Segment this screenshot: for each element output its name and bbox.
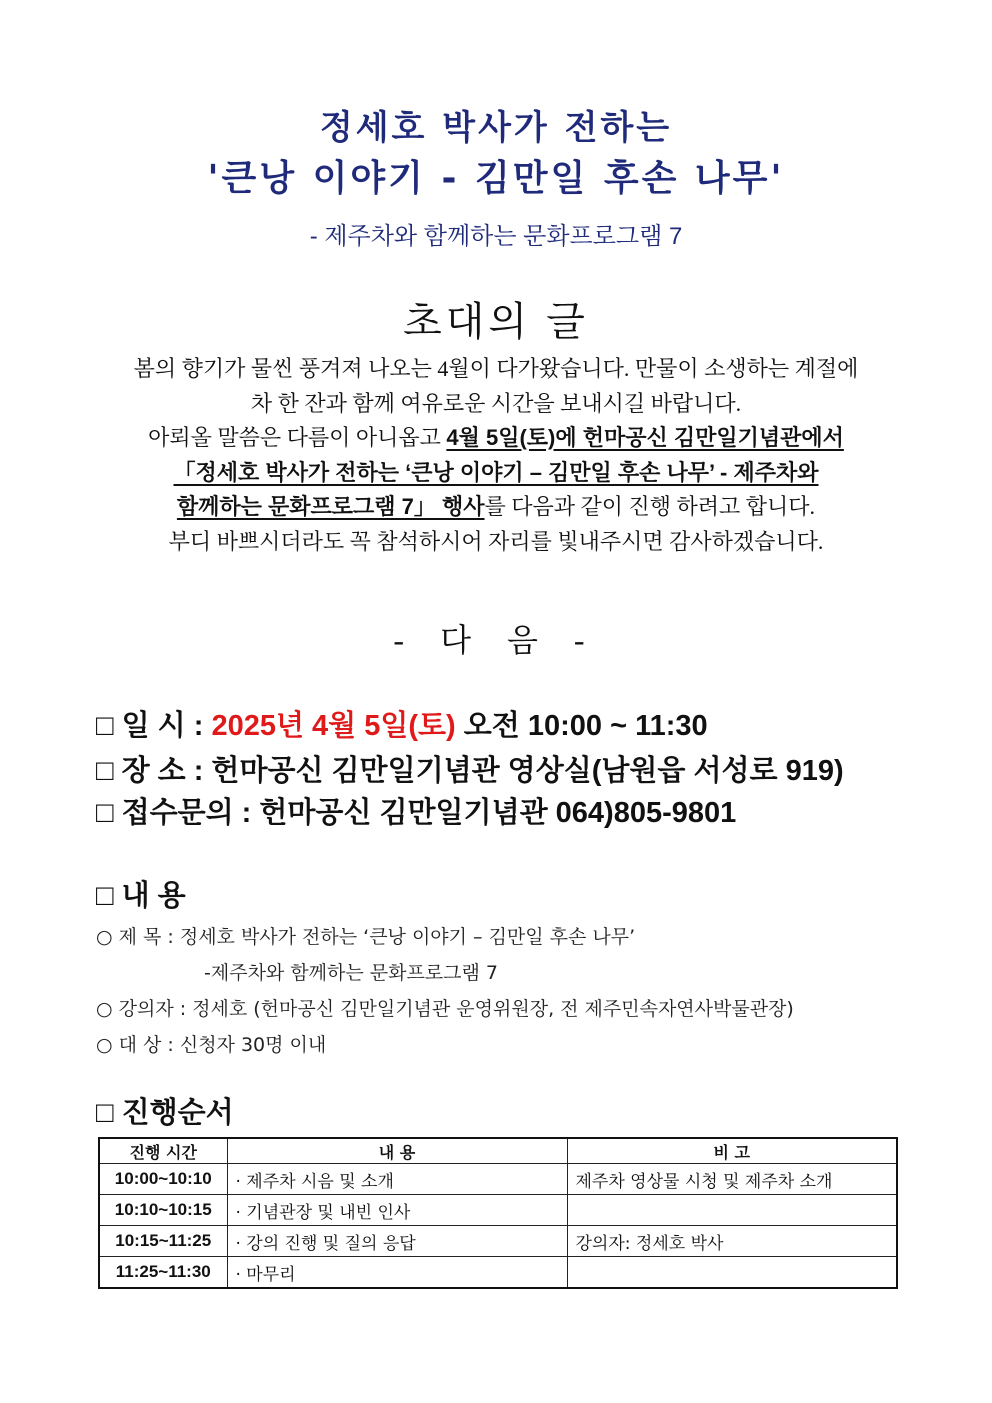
- table-row: [99, 1226, 897, 1257]
- date-value: 2025년 4월 5일(토): [211, 710, 456, 742]
- table-row: [99, 1195, 897, 1226]
- letter-line-3: [80, 421, 912, 456]
- info-date: [96, 703, 708, 744]
- date-label: □ 일 시 :: [96, 710, 212, 742]
- row-note: [567, 1195, 897, 1226]
- letter-line-5-highlight: 함께하는 문화프로그램 7」 행사: [176, 494, 485, 519]
- content-title-line-1: ○ 제 목 : 정세호 박사가 전하는 ‘큰낭 이야기 – 김만일 후손 나무’: [96, 926, 636, 948]
- letter-line-3-plain: 아뢰올 말씀은 다름이 아니옵고: [148, 425, 447, 450]
- row-content: · 기념관장 및 내빈 인사: [227, 1195, 567, 1226]
- row-time: 11:25~11:30: [99, 1257, 227, 1289]
- row-content: · 제주차 시음 및 소개: [227, 1164, 567, 1195]
- content-target: ○ 대 상 : 신청자 30명 이내: [96, 1034, 327, 1056]
- column-header-time: 진행 시간: [99, 1138, 227, 1164]
- row-note: 제주차 영상물 시청 및 제주차 소개: [567, 1164, 897, 1195]
- row-note: [567, 1257, 897, 1289]
- letter-line-1: 봄의 향기가 물씬 풍겨져 나오는 4월이 다가왔습니다. 만물이 소생하는 계절에: [133, 356, 859, 381]
- title-line-1: 정세호 박사가 전하는: [319, 108, 673, 148]
- subtitle: - 제주차와 함께하는 문화프로그램 7: [309, 223, 683, 250]
- content-heading: □ 내 용: [96, 880, 186, 912]
- table-header-row: [99, 1138, 897, 1164]
- letter-line-2: 차 한 잔과 함께 여유로운 시간을 보내시길 바랍니다.: [250, 390, 742, 416]
- letter-line-4: [80, 456, 912, 491]
- info-contact: □ 접수문의 : 헌마공신 김만일기념관 064)805-9801: [96, 797, 737, 829]
- letter-line-5: [80, 490, 912, 525]
- table-row: [99, 1164, 897, 1195]
- letter-line-4-highlight: 「정세호 박사가 전하는 ‘큰낭 이야기 – 김만일 후손 나무’ - 제주차와: [173, 459, 819, 485]
- invitation-letter: [80, 352, 912, 559]
- row-time: 10:15~11:25: [99, 1226, 227, 1257]
- letter-line-3-highlight: 4월 5일(토)에 헌마공신 김만일기념관에서: [446, 425, 844, 450]
- title-line-2: '큰낭 이야기 - 김만일 후손 나무': [207, 158, 785, 199]
- row-note: 강의자: 정세호 박사: [567, 1226, 897, 1257]
- table-row: [99, 1257, 897, 1289]
- notice-heading: - 다 음 -: [393, 622, 599, 658]
- info-place: □ 장 소 : 헌마공신 김만일기념관 영상실(남원읍 서성로 919): [96, 755, 844, 787]
- schedule-table: [98, 1137, 898, 1289]
- date-time: 오전 10:00 ~ 11:30: [455, 710, 708, 742]
- row-content: · 강의 진행 및 질의 응답: [227, 1226, 567, 1257]
- column-header-content: 내 용: [227, 1138, 567, 1164]
- letter-line-5-plain: 를 다음과 같이 진행 하려고 합니다.: [484, 494, 816, 519]
- invitation-heading: 초대의 글: [403, 300, 589, 344]
- row-time: 10:10~10:15: [99, 1195, 227, 1226]
- content-title-line-2: -제주차와 함께하는 문화프로그램 7: [204, 962, 499, 984]
- row-time: 10:00~10:10: [99, 1164, 227, 1195]
- column-header-note: 비 고: [567, 1138, 897, 1164]
- letter-line-6: 부디 바쁘시더라도 꼭 참석하시어 자리를 빛내주시면 감사하겠습니다.: [168, 528, 824, 554]
- row-content: · 마무리: [227, 1257, 567, 1289]
- content-lecturer: ○ 강의자 : 정세호 (헌마공신 김만일기념관 운영위원장, 전 제주민속자연사박물관장): [96, 998, 794, 1020]
- program-heading: □ 진행순서: [96, 1097, 234, 1129]
